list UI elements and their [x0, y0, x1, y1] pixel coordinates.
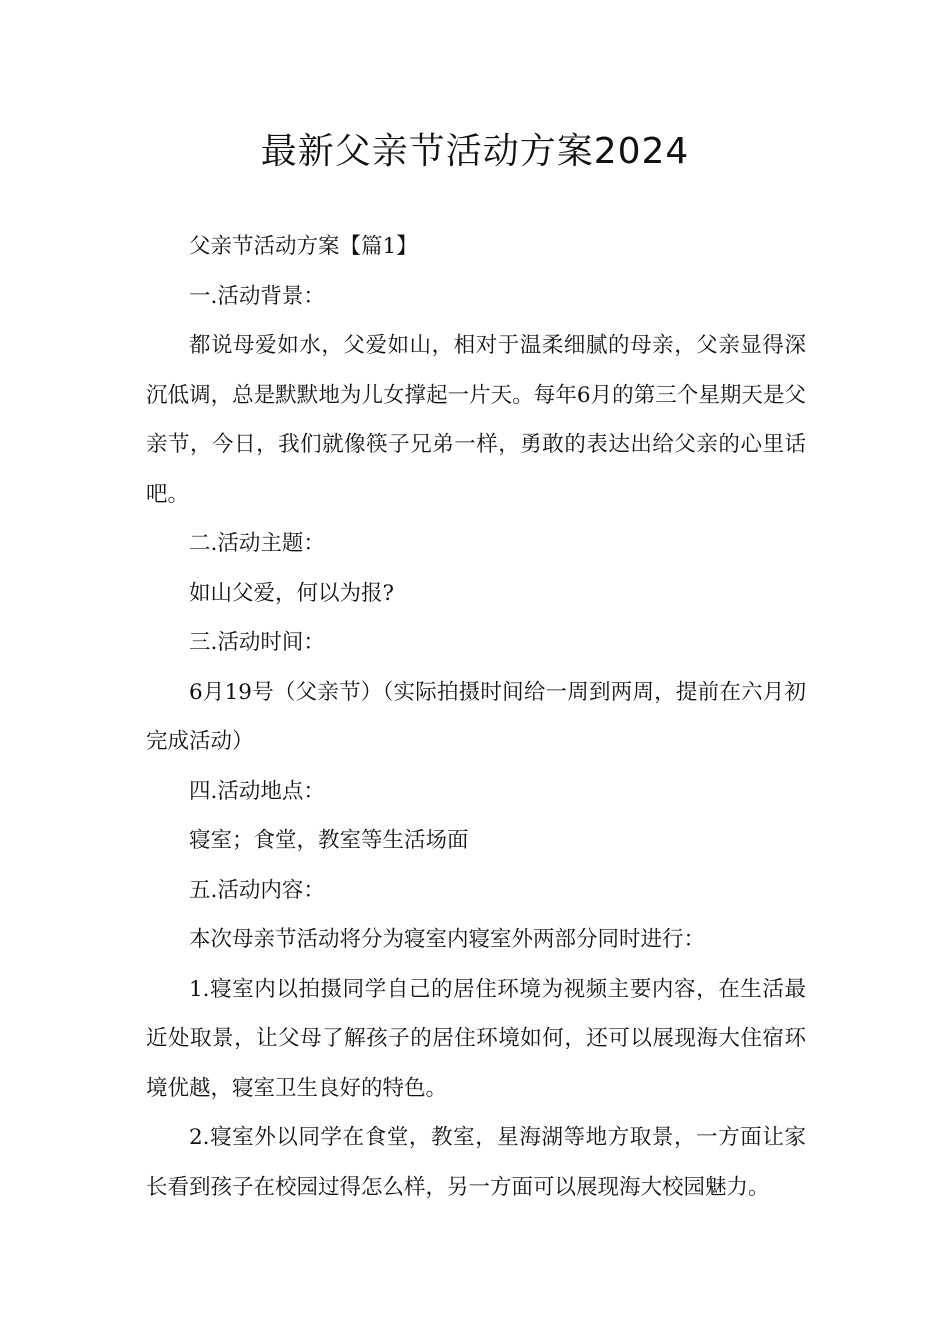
section-heading-background: 一.活动背景： — [189, 283, 325, 309]
paragraph-background: 都说母爱如水，父爱如山，相对于温柔细腻的母亲，父亲显得深沉低调，总是默默地为儿女撑起一片天。每年6月的第三个星期天是父亲节，今日，我们就像筷子兄弟一样，勇敢的表达出给父亲的心里话吧。 — [146, 333, 806, 507]
paragraph-content-intro: 本次母亲节活动将分为寝室内寝室外两部分同时进行： — [189, 927, 706, 952]
paragraph-location: 寝室；食堂，教室等生活场面 — [189, 828, 469, 853]
section-heading-theme: 二.活动主题： — [189, 531, 325, 556]
section-heading-time: 三.活动时间： — [189, 630, 325, 655]
paragraph-time: 6月19号（父亲节）（实际拍摄时间给一周到两周，提前在六月初完成活动） — [146, 679, 806, 754]
section-heading-content: 五.活动内容： — [189, 877, 325, 903]
document-title: 最新父亲节活动方案2024 — [260, 131, 690, 172]
paragraph-heading-part1: 父亲节活动方案【篇1】 — [189, 234, 418, 259]
section-heading-location: 四.活动地点： — [189, 778, 325, 804]
paragraph-theme: 如山父爱，何以为报? — [189, 580, 395, 606]
paragraph-content-item-1: 1.寝室内以拍摄同学自己的居住环境为视频主要内容，在生活最近处取景，让父母了解孩子的居住环境如何，还可以展现海大住宿环境优越，寝室卫生良好的特色。 — [146, 976, 806, 1101]
document-body — [146, 222, 806, 1212]
paragraph-content-item-2: 2.寝室外以同学在食堂，教室，星海湖等地方取景，一方面让家长看到孩子在校园过得怎么样，另一方面可以展现海大校园魅力。 — [146, 1125, 806, 1200]
